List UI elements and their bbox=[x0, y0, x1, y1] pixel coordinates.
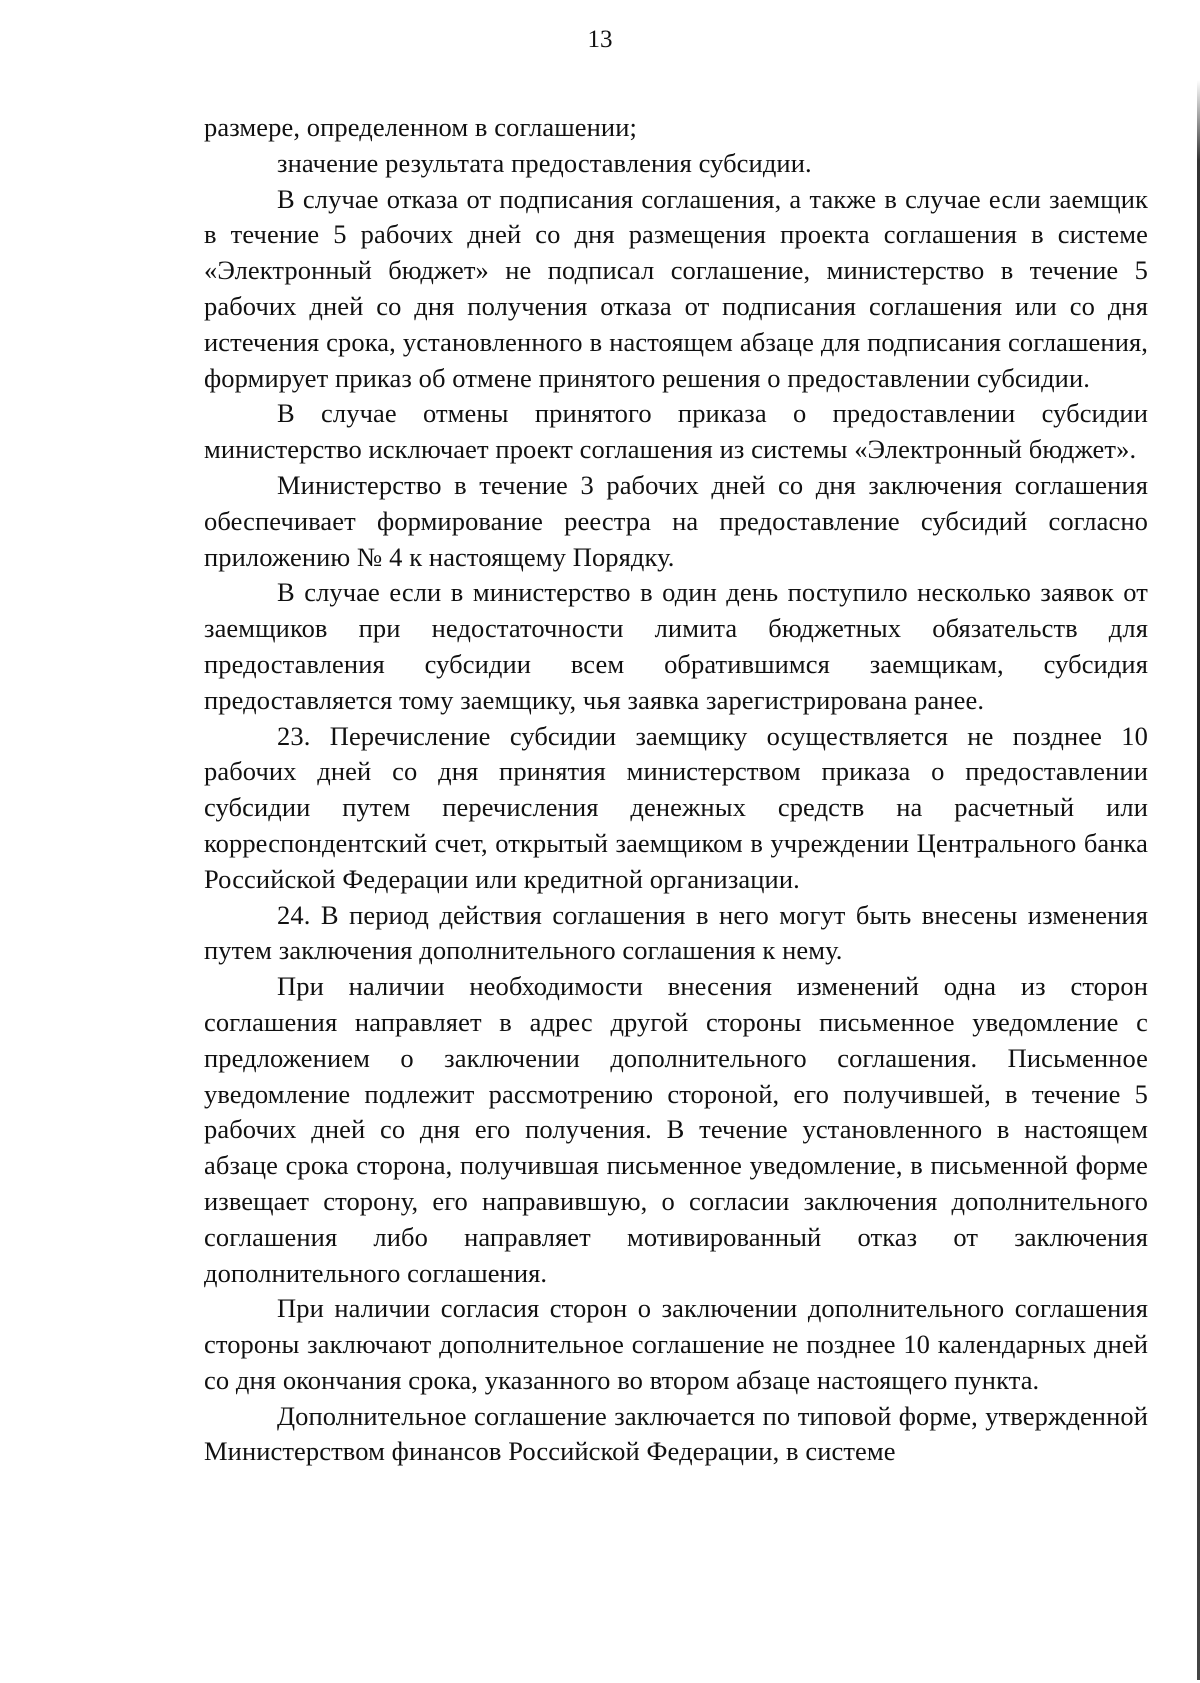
paragraph: значение результата предоставления субсидии. bbox=[277, 147, 812, 178]
document-body bbox=[204, 110, 1148, 1470]
paragraph: В случае если в министерство в один день поступило несколько заявок от заемщиков при недостаточности лимита бюджетных обязательств для предоставления субсидии всем обратившимся заемщикам, субсидия предоставляется тому заемщику, чья заявка зарегистрирована ранее. bbox=[204, 577, 1148, 715]
paragraph: Дополнительное соглашение заключается по типовой форме, утвержденной Министерством финансов Российской Федерации, в системе bbox=[204, 1400, 1148, 1467]
paragraph: При наличии согласия сторон о заключении дополнительного соглашения стороны заключают дополнительное соглашение не позднее 10 календарных дней со дня окончания срока, указанного во втором абзаце настоящего пункта. bbox=[204, 1293, 1148, 1395]
paragraph: В случае отмены принятого приказа о предоставлении субсидии министерство исключает проект соглашения из системы «Электронный бюджет». bbox=[204, 398, 1148, 465]
paragraph: Министерство в течение 3 рабочих дней со дня заключения соглашения обеспечивает формирование реестра на предоставление субсидий согласно приложению № 4 к настоящему Порядку. bbox=[204, 469, 1148, 572]
paragraph: В случае отказа от подписания соглашения, а также в случае если заемщик в течение 5 рабочих дней со дня размещения проекта соглашения в системе «Электронный бюджет» не подписал соглашение, министерство в течение 5 рабочих дней со дня получения отказа от подписания соглашения или со дня истечения срока, установленного в настоящем абзаце для подписания соглашения, формирует приказ об отмене принятого решения о предоставлении субсидии. bbox=[204, 183, 1148, 393]
paragraph-clause-23: 23. Перечисление субсидии заемщику осуществляется не позднее 10 рабочих дней со дня принятия министерством приказа о предоставлении субсидии путем перечисления денежных средств на расчетный или корреспондентский счет, открытый заемщиком в учреждении Центрального банка Российской Федерации или кредитной организации. bbox=[204, 720, 1148, 894]
paragraph-clause-24: 24. В период действия соглашения в него могут быть внесены изменения путем заключения дополнительного соглашения к нему. bbox=[204, 899, 1148, 966]
page-number: 13 bbox=[587, 26, 613, 53]
paragraph: При наличии необходимости внесения изменений одна из сторон соглашения направляет в адрес другой стороны письменное уведомление с предложением о заключении дополнительного соглашения. Письменное уведомление подлежит рассмотрению стороной, его получившей, в течение 5 рабочих дней со дня его получения. В течение установленного в настоящем абзаце срока сторона, получившая письменное уведомление, в письменной форме извещает сторону, его направившую, о согласии заключения дополнительного соглашения либо направляет мотивированный отказ от заключения дополнительного соглашения. bbox=[204, 971, 1148, 1288]
paragraph: размере, определенном в соглашении; bbox=[204, 112, 637, 142]
